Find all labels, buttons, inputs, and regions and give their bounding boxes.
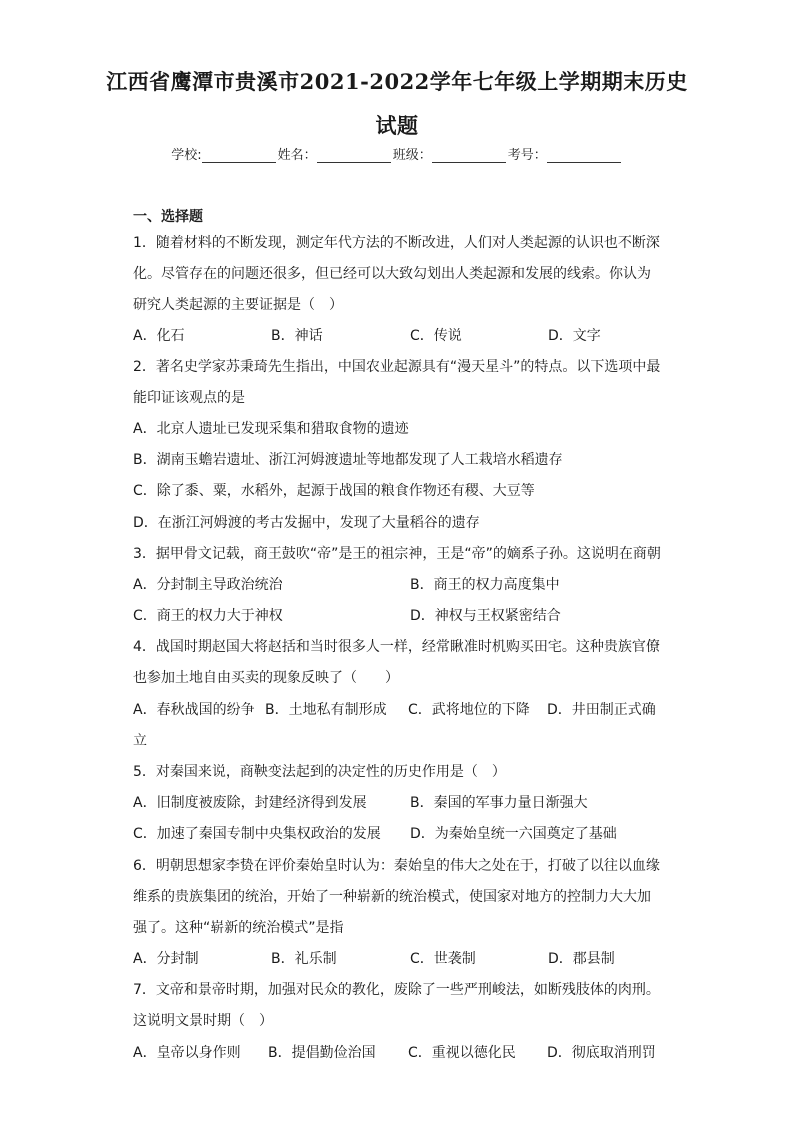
section-heading: 一、选择题 [133,209,203,225]
q3-option-c: C．商王的权力大于神权 [133,608,283,624]
q4-option-a: A．春秋战国的纷争 [133,702,255,718]
q7-option-b: B．提倡勤俭治国 [268,1045,376,1061]
q1-option-b: B．神话 [271,328,323,344]
student-info-line [0,144,794,163]
q6-option-b: B．礼乐制 [271,951,337,967]
question-7-line-1: 7．文帝和景帝时期，加强对民众的教化，废除了一些严刑峻法，如断残肢体的肉刑。 [133,982,660,998]
name-label: 姓名： [277,148,317,163]
question-6-line-2: 维系的贵族集团的统治，开始了一种崭新的统治模式，使国家对地方的控制力大大加 [133,889,651,905]
q2-option-a: A．北京人遗址已发现采集和猎取食物的遗迹 [133,421,409,437]
question-2-line-1: 2．著名史学家苏秉琦先生指出，中国农业起源具有“漫天星斗”的特点。以下选项中最 [133,359,661,375]
question-6-line-3: 强了。这种“崭新的统治模式”是指 [133,920,344,936]
q3-option-d: D．神权与王权紧密结合 [410,608,561,624]
q7-option-a: A．皇帝以身作则 [133,1045,241,1061]
question-1-line-3: 研究人类起源的主要证据是（ ） [133,297,343,313]
q2-option-b: B．湖南玉蟾岩遗址、浙江河姆渡遗址等地都发现了人工栽培水稻遗存 [133,452,563,468]
question-7-line-2: 这说明文景时期（ ） [133,1013,273,1029]
question-1-line-2: 化。尽管存在的问题还很多，但已经可以大致勾划出人类起源和发展的线索。你认为 [133,266,651,282]
school-blank [202,148,276,163]
class-blank [432,148,506,163]
q7-option-c: C．重视以德化民 [408,1045,516,1061]
q3-option-a: A．分封制主导政治统治 [133,577,283,593]
q2-option-c: C．除了黍、粟，水稻外，起源于战国的粮食作物还有稷、大豆等 [133,483,535,499]
q7-option-d: D．彻底取消刑罚 [547,1045,656,1061]
q6-option-a: A．分封制 [133,951,199,967]
q3-option-b: B．商王的权力高度集中 [410,577,560,593]
q4-option-d-wrap: 立 [133,733,147,749]
q1-option-a: A．化石 [133,328,185,344]
q5-option-b: B．秦国的军事力量日渐强大 [410,795,588,811]
q4-option-d: D．井田制正式确 [547,702,656,718]
q6-option-d: D．郡县制 [548,951,615,967]
exam-title-line2: 试题 [375,113,419,138]
exam-title-line1: 江西省鹰潭市贵溪市2021-2022学年七年级上学期期末历史 [106,69,688,94]
question-4-line-2: 也参加土地自由买卖的现象反映了（ ） [133,670,399,686]
question-1-line-1: 1．随着材料的不断发现，测定年代方法的不断改进，人们对人类起源的认识也不断深 [133,235,660,251]
q5-option-a: A．旧制度被废除，封建经济得到发展 [133,795,367,811]
q4-option-b: B．土地私有制形成 [265,702,387,718]
q2-option-d: D．在浙江河姆渡的考古发掘中，发现了大量稻谷的遗存 [133,515,480,531]
exam-no-blank [547,148,621,163]
question-3-line-1: 3．据甲骨文记载，商王鼓吹“帝”是王的祖宗神，王是“帝”的嫡系子孙。这说明在商朝 [133,546,661,562]
q4-option-c: C．武将地位的下降 [408,702,530,718]
question-2-line-2: 能印证该观点的是 [133,390,245,406]
q1-option-c: C．传说 [410,328,462,344]
q5-option-c: C．加速了秦国专制中央集权政治的发展 [133,826,381,842]
school-label: 学校: [171,148,202,163]
q1-option-d: D．文字 [548,328,601,344]
q6-option-c: C．世袭制 [410,951,476,967]
exam-no-label: 考号： [507,148,547,163]
q5-option-d: D．为秦始皇统一六国奠定了基础 [410,826,617,842]
question-6-line-1: 6．明朝思想家李贽在评价秦始皇时认为：秦始皇的伟大之处在于，打破了以往以血缘 [133,858,660,874]
class-label: 班级： [392,148,432,163]
question-5-line-1: 5．对秦国来说，商鞅变法起到的决定性的历史作用是（ ） [133,764,506,780]
question-4-line-1: 4．战国时期赵国大将赵括和当时很多人一样，经常瞅准时机购买田宅。这种贵族官僚 [133,639,660,655]
name-blank [317,148,391,163]
